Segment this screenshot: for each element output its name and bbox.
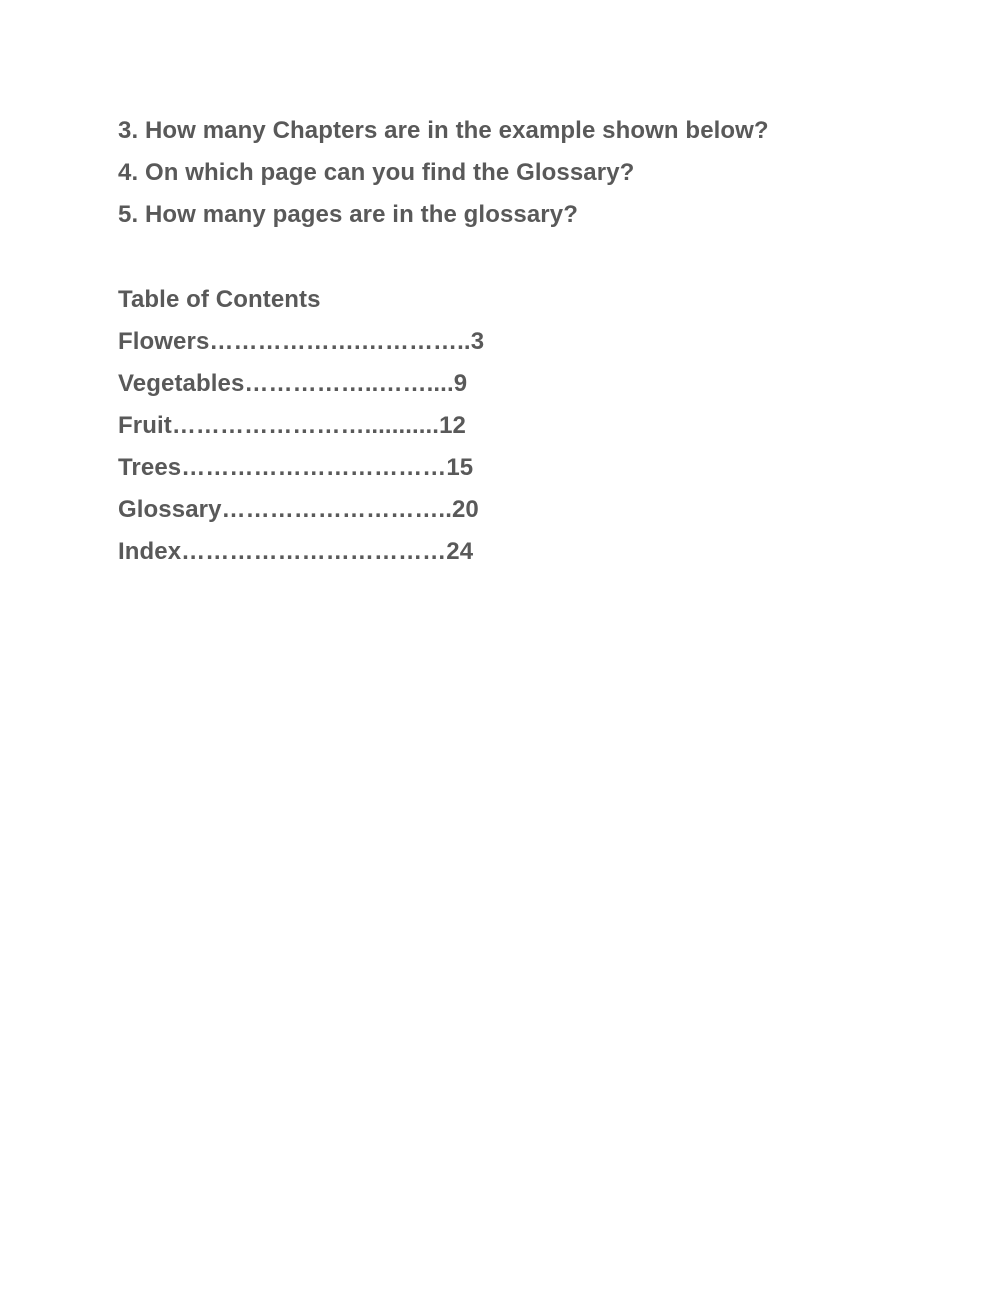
toc-entry-glossary: Glossary………………………..20: [118, 496, 479, 523]
toc-entry-flowers: Flowers……………….…………..3: [118, 328, 485, 355]
question-5: 5. How many pages are in the glossary?: [118, 201, 578, 228]
toc-entry-trees: Trees……………………………15: [118, 454, 474, 481]
toc-entry-fruit: Fruit……………………...........12: [118, 412, 466, 439]
toc-entry-index: Index……………………………24: [118, 538, 474, 565]
toc-heading: Table of Contents: [118, 286, 321, 313]
question-3: 3. How many Chapters are in the example shown below?: [118, 117, 769, 144]
question-4: 4. On which page can you find the Glossary?: [118, 159, 635, 186]
toc-entry-vegetables: Vegetables……………..……....9: [118, 370, 468, 397]
